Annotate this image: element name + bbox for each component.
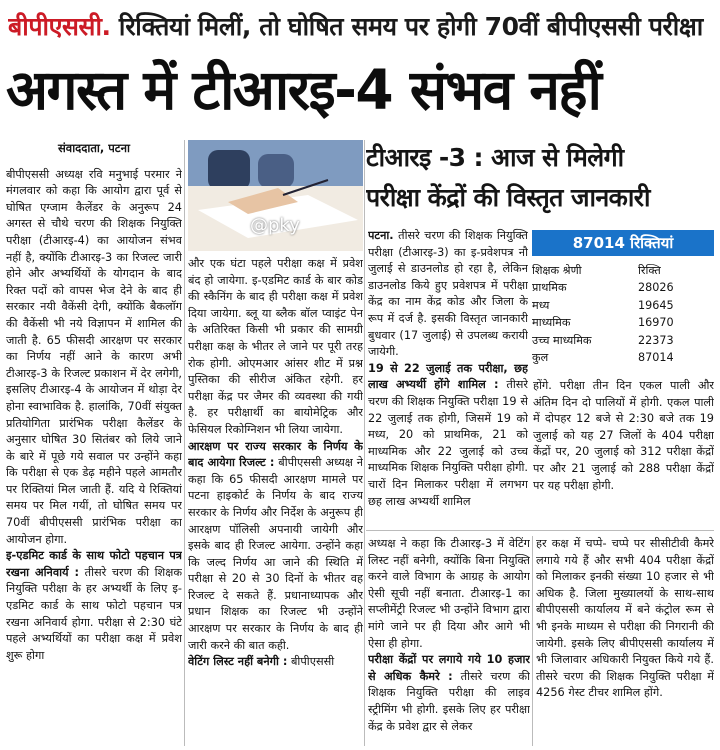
col3-paragraph-2 [368,361,528,510]
column-divider-2 [364,140,365,746]
vacancy-table-row [532,332,714,349]
kicker-tag: बीपीएससी. [8,12,111,41]
vacancy-row-value: 87014 [638,350,674,364]
vacancy-header-count: रिक्ति [638,264,661,277]
vacancy-table-title: 87014 रिक्तियां [532,230,714,256]
col3-subheading: 19 से 22 जुलाई तक परीक्षा, छह लाख अभ्यर्थी होंगे शामिल : [368,361,528,392]
col2-paragraph-1: और एक घंटा पहले परीक्षा कक्ष में प्रवेश बंद हो जायेगा. इ-एडमिट कार्ड के बार कोड की स्कैनिंग के बाद ही परीक्षा कक्ष में प्रवेश दिया जायेगा. ब्लू या ब्लैक बॉल प्वाइंट पेन के अतिरिक्त किसी भी प्रकार की सामग्री परीक्षा कक्ष के भीतर ले जाने पर पूरी तरह रोक होगी. ओएमआर आंसर शीट में प्रश्न पुस्तिका की सीरीज अंकित रहेगी. हर परीक्षा केंद्र पर जैमर की व्यवस्था की गयी है. हर परीक्षार्थी का बायोमेट्रिक और फेसियल रिकोग्निशन भी लिया जायेगा. [188,257,363,436]
col2-paragraph-3 [188,654,363,671]
vacancy-table-row [532,349,714,366]
col3-dateline: पटना. [368,229,394,242]
column-2 [188,256,363,746]
subheadline [366,138,714,222]
col1-paragraph-1: बीपीएससी अध्यक्ष रवि मनुभाई परमार ने मंगलवार को कहा कि आयोग द्वारा पूर्व से घोषित एग्जाम कैलेंडर के अनुरूप 24 अगस्त से चौथे चरण की शिक्षक नियुक्ति परीक्षा (टीआरइ-4) का आयोजन संभव नहीं है, क्योंकि टीआरइ-3 का रिजल्ट जारी होने और अभ्यर्थियों के योगदान के बाद रिक्त पदों को वापस भेज देने के बाद ही सरकार नयी वैकेंसी देगी, क्योंकि बैकलॉग की वैकेंसी भी नये विज्ञापन में शामिल की जाती है. 65 फीसदी आरक्षण पर सरकार का निर्णय नहीं आने के कारण अभी टीआरइ-3 के रिजल्ट प्रकाशन में देर लगेगी, इसलिए टीआरइ-4 के आयोजन में थोड़ा देर होना स्वाभाविक है. हालांकि, 70वीं संयुक्त प्रतियोगिता प्रारंभिक परीक्षा कैलेंडर के अनुसार घोषित 30 सितंबर को लिये जाने के बारे में पूछे गये सवाल पर उन्होंने कहा कि परीक्षा से एक डेढ़ महीने पहले आमतौर पर रिक्तियां मिल जाती हैं. यदि ये रिक्तियां समय पर मिल गयीं, तो घोषित समय पर 70वीं बीपीएससी प्रारंभिक परीक्षा का आयोजन होगा. [6,167,182,546]
column-4-lower [536,536,714,746]
vacancy-row-label: प्राथमिक [532,281,567,295]
col4-upper-paragraph: होंगे. परीक्षा तीन दिन एकल पाली और अंतिम दिन दो पालियों में होगी. एकल पाली में दोपहर 12 बजे से 2:30 बजे तक 19 जुलाई को यह 27 जिलों के 404 परीक्षा केंद्रों पर, 20 जुलाई को 312 परीक्षा केंद्रों पर और 21 जुलाई को 288 परीक्षा केंद्रों पर यह परीक्षा होगी. [533,379,714,492]
vacancy-row-value: 16970 [638,316,674,330]
byline: संवाददाता, पटना [58,141,130,155]
exam-photo [188,140,363,251]
col2-paragraph-2 [188,439,363,655]
column-divider-3 [532,536,533,746]
vacancy-table [532,230,714,368]
photo-watermark: @pky [250,215,300,236]
col2-subheading: आरक्षण पर राज्य सरकार के निर्णय के बाद आयेगा रिजल्ट : [188,439,363,470]
col3-lower-paragraph-2-text: तीसरे चरण की शिक्षक नियुक्ति परीक्षा की लाइव स्ट्रीमिंग भी होगी. इसके लिए हर परीक्षा केंद्र के प्रवेश द्वार से लेकर [368,669,530,733]
vacancy-table-row [532,297,714,314]
kicker-text: रिक्तियां मिलीं, तो घोषित समय पर होगी 70वीं बीपीएससी परीक्षा [110,12,703,41]
col3-lower-subheading: परीक्षा केंद्रों पर लगाये गये 10 हजार से अधिक कैमरे : [368,653,530,683]
col2-paragraph-3-text: बीपीएससी [287,655,335,669]
col2-subheading-2: वेटिंग लिस्ट नहीं बनेगी : [188,655,288,669]
subheadline-line-2: परीक्षा केंद्रों की विस्तृत जानकारी [366,183,650,212]
col1-subheading: इ-एडमिट कार्ड के साथ फोटो पहचान पत्र रखना अनिवार्य : [6,549,182,579]
vacancy-table-header [532,262,714,279]
column-1 [6,140,182,746]
vacancy-row-label: माध्यमिक [532,316,571,330]
vacancy-row-label: कुल [532,350,549,364]
col3-lower-paragraph-2 [368,652,530,735]
column-3-upper [368,228,528,528]
col3-paragraph-1 [368,228,528,361]
vacancy-row-label: उच्च माध्यमिक [532,333,592,347]
col2-paragraph-2-text: बीपीएससी अध्यक्ष ने कहा कि 65 फीसदी आरक्षण मामले पर पटना हाइकोर्ट के निर्णय के बाद राज्य सरकार के निर्णय और निर्देश के अनुरूप ही आरक्षण पॉलिसी अपनायी जायेगी और इसके बाद ही रिजल्ट आयेगा. उन्होंने कहा कि जल्द निर्णय आ जाने की स्थिति में परीक्षा से 20 से 30 दिनों के भीतर वह रिजल्ट दे सकते हैं. प्रधानाध्यापक और प्रधान शिक्षक का रिजल्ट भी उन्होंने आरक्षण पर सरकार के निर्णय के बाद ही जारी करने की बात कही. [188,456,363,652]
kicker-line [8,6,712,48]
vacancy-row-value: 28026 [638,281,674,295]
column-3-lower [368,536,530,746]
col3-lower-paragraph-1: अध्यक्ष ने कहा कि टीआरइ-3 में वेटिंग लिस्ट नहीं बनेगी, क्योंकि बिना नियुक्ति करने वाले विभाग के आग्रह के आयोग ऐसी सूची नहीं बनाता. टीआरइ-1 का सप्लीमेंट्री रिजल्ट भी उन्होंने विभाग द्वारा मांगे जाने पर ही दिया और आगे भी ऐसा ही होगा. [368,537,530,650]
vacancy-table-row [532,279,714,296]
col3-paragraph-2-text: तीसरे चरण की शिक्षक नियुक्ति परीक्षा 19 से 22 जुलाई तक होगी, जिसमें 19 को मध्य, 20 को प्राथमिक, 21 को माध्यमिक और 22 जुलाई को उच्च माध्यमिक शिक्षक नियुक्ति परीक्षा होगी. चारों दिन मिलाकर परीक्षा में लगभग छह लाख अभ्यर्थी शामिल [368,378,528,508]
vacancy-header-category: शिक्षक श्रेणी [532,264,582,277]
col3-paragraph-1-text: तीसरे चरण की शिक्षक नियुक्ति परीक्षा (टीआरइ-3) का इ-प्रवेशपत्र नौ जुलाई से डाउनलोड हो रहा है, लेकिन डाउनलोड किये हुए प्रवेशपत्र में परीक्षा केंद्र का नाम केंद्र कोड और जिला के रूप में दर्ज है. इसकी विस्तृत जानकारी बुधवार (17 जुलाई) से उपलब्ध करायी जायेगी. [368,229,528,359]
column-4-upper [533,378,714,528]
col1-paragraph-2 [6,548,182,664]
vacancy-row-label: मध्य [532,298,550,312]
vacancy-table-row [532,314,714,331]
col4-lower-paragraph: हर कक्ष में चप्पे- चप्पे पर सीसीटीवी कैमरे लगाये गये हैं और सभी 404 परीक्षा केंद्रों को मिलाकर इनकी संख्या 10 हजार से भी अधिक है. जिला मुख्यालयों के साथ-साथ बीपीएससी कार्यालय में बने कंट्रोल रूम से भी इनके माध्यम से परीक्षा की निगरानी की जायेगी. इसके लिए बीपीएससी कार्यालय में भी जिलावार अधिकारी नियुक्त किये गये हैं. तीसरे चरण की शिक्षक नियुक्ति परीक्षा में 4256 गेस्ट टीचर शामिल होंगे. [536,537,714,700]
vacancy-row-value: 22373 [638,333,674,347]
main-headline: अगस्त में टीआरइ-4 संभव नहीं [6,58,601,122]
column-divider-1 [184,140,185,746]
col1-paragraph-2-text: तीसरे चरण की शिक्षक नियुक्ति परीक्षा के हर अभ्यर्थी के लिए इ-एडमिट कार्ड के साथ फोटो पहचान पत्र रखना अनिवार्य होगा. परीक्षा से 2:30 घंटे पहले अभ्यर्थियों का परीक्षा कक्ष में प्रवेश शुरू होगा [6,565,182,662]
subheadline-line-1: टीआरइ -3 : आज से मिलेगी [366,143,624,172]
section-divider [366,530,714,531]
vacancy-row-value: 19645 [638,298,674,312]
